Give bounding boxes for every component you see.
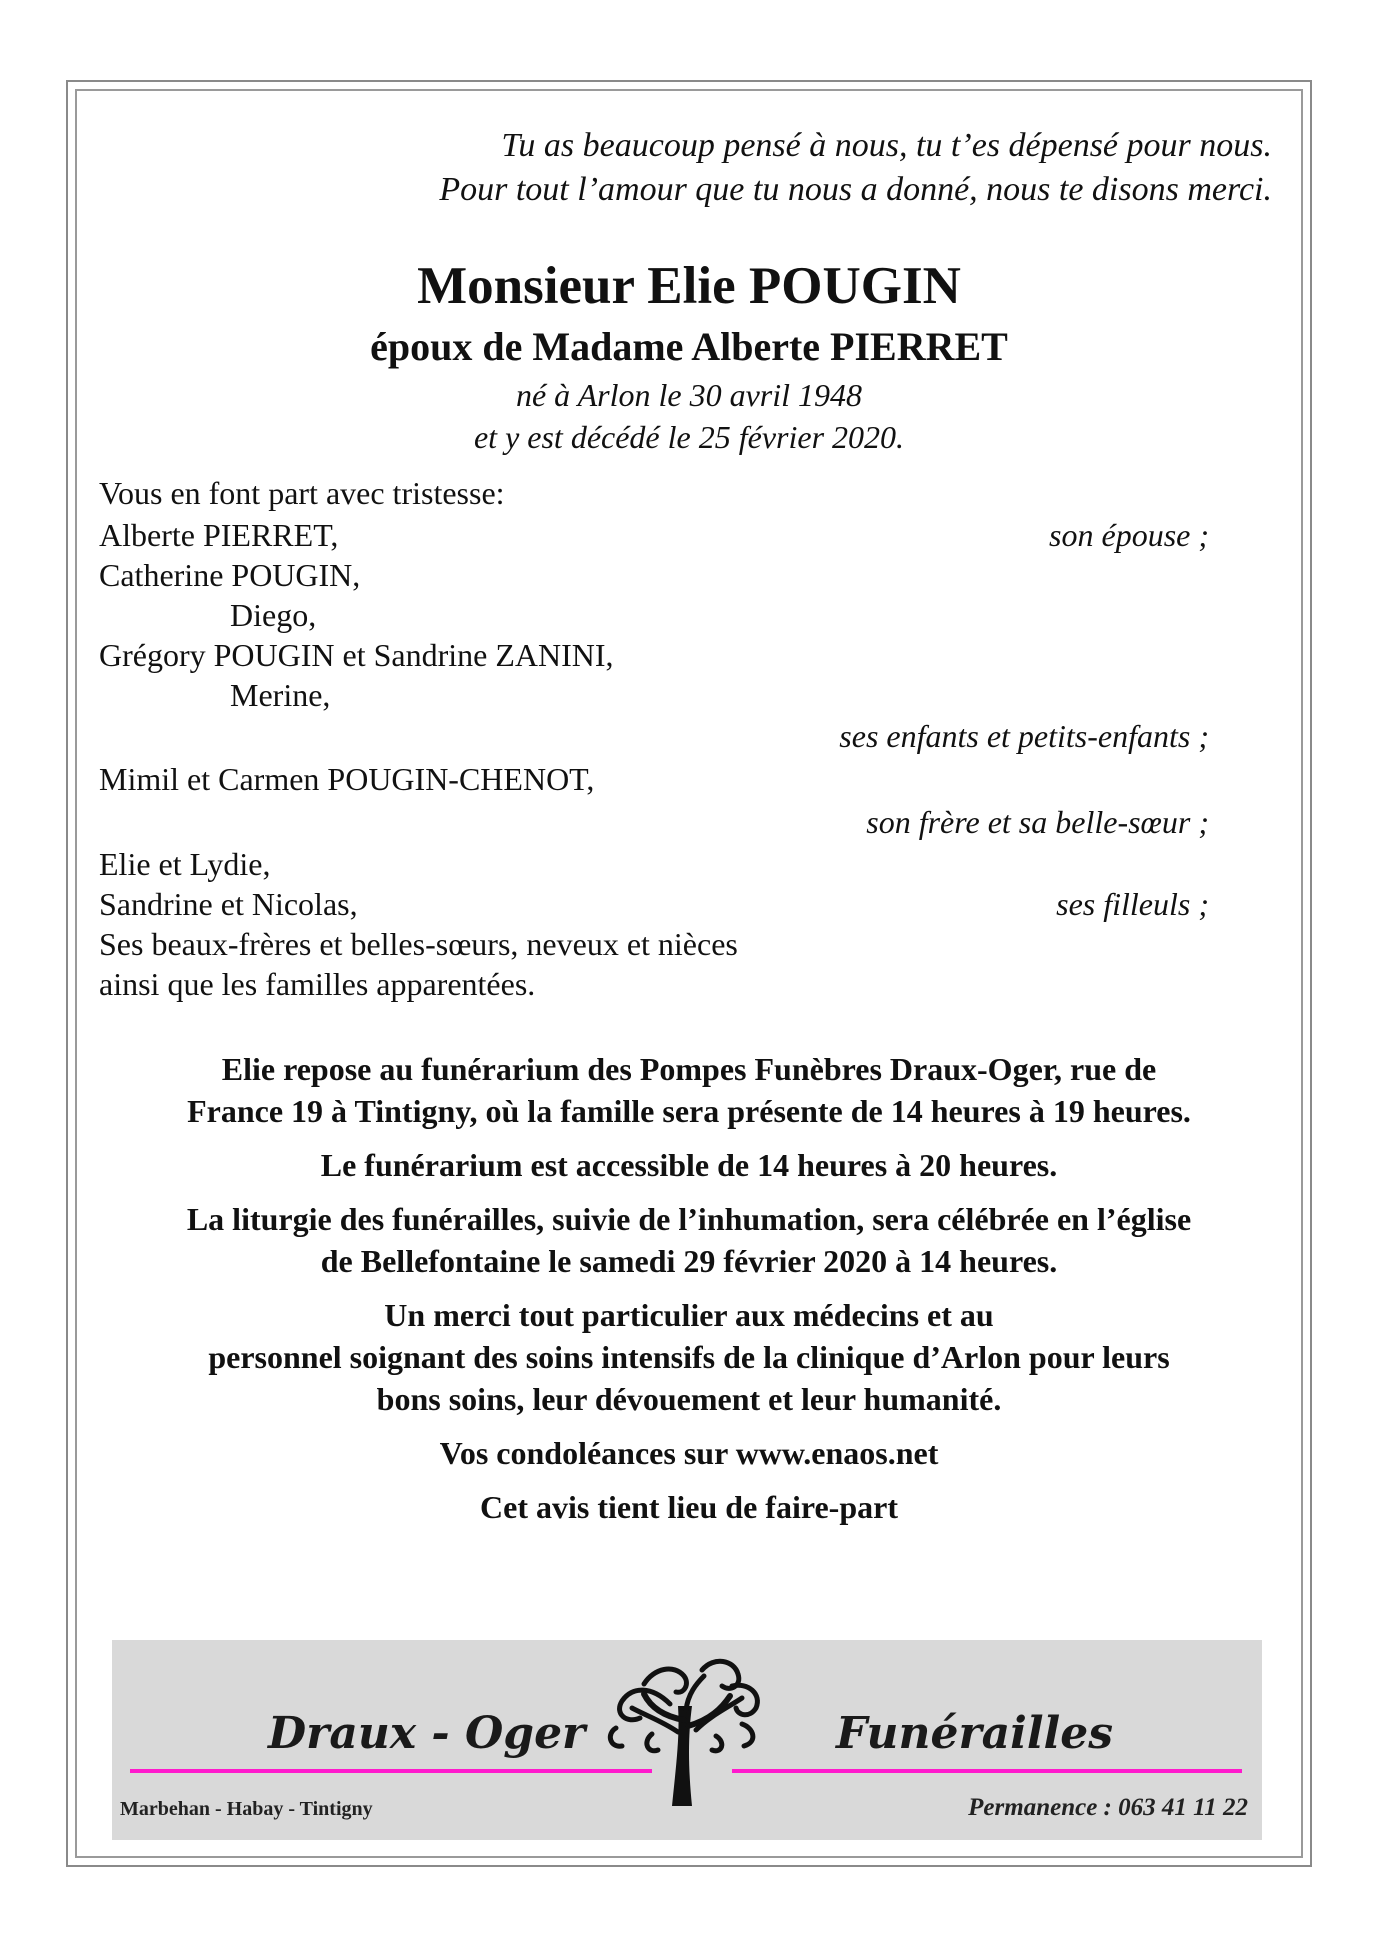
deceased-name: Monsieur Elie POUGIN: [417, 257, 961, 315]
notice-line: de Bellefontaine le samedi 29 février 2020 à 14 heures.: [320, 1243, 1058, 1279]
family-row: [99, 924, 1209, 964]
family-member-name: Ses beaux-frères et belles-sœurs, neveux et nièces: [99, 926, 738, 962]
family-row: [99, 555, 1209, 595]
poem-line-2: Pour tout l’amour que tu nous a donné, nous te disons merci.: [439, 171, 1272, 208]
notice-line: personnel soignant des soins intensifs de la clinique d’Arlon pour leurs: [208, 1339, 1170, 1375]
family-row: [99, 715, 1209, 758]
family-member-name: Diego,: [230, 597, 317, 633]
family-row: [99, 758, 1209, 801]
notice-line: Vos condoléances sur www.enaos.net: [439, 1435, 939, 1471]
family-member-name: Mimil et Carmen POUGIN-CHENOT,: [99, 761, 595, 797]
family-row: [99, 801, 1209, 844]
family-member-name: Sandrine et Nicolas,: [99, 886, 358, 922]
family-member-name: ainsi que les familles apparentées.: [99, 966, 536, 1002]
family-row: [99, 964, 1209, 1004]
family-row: [99, 844, 1209, 884]
family-intro-text: Vous en font part avec tristesse:: [99, 475, 505, 511]
family-member-name: Merine,: [230, 677, 331, 713]
liturgy-notice: [80, 1198, 1298, 1282]
family-row: [99, 635, 1209, 675]
thanks-notice: [80, 1294, 1298, 1420]
family-row: [99, 595, 1209, 635]
branch-towns: Marbehan - Habay - Tintigny: [120, 1798, 373, 1820]
funerarium-notice: [80, 1048, 1298, 1132]
poem-line-1: Tu as beaucoup pensé à nous, tu t’es dépensé pour nous.: [501, 127, 1272, 164]
family-row: [99, 884, 1209, 924]
opening-poem: [439, 124, 1272, 212]
condolences-notice: [80, 1432, 1298, 1474]
accent-line-right: [732, 1769, 1242, 1773]
brand-service: Funérailles: [836, 1708, 1114, 1759]
family-member-name: Alberte PIERRET,: [99, 517, 339, 553]
spouse-line: époux de Madame Alberte PIERRET: [370, 324, 1008, 369]
closing-notice: [80, 1486, 1298, 1528]
funeral-notices: [80, 1048, 1298, 1540]
family-row: [99, 675, 1209, 715]
family-member-name: Grégory POUGIN et Sandrine ZANINI,: [99, 637, 614, 673]
family-relation: ses enfants et petits-enfants ;: [839, 718, 1209, 754]
notice-line: La liturgie des funérailles, suivie de l’inhumation, sera célébrée en l’église: [186, 1201, 1192, 1237]
notice-line: Un merci tout particulier aux médecins et au: [384, 1297, 994, 1333]
family-relation: son épouse ;: [1049, 517, 1209, 553]
family-member-name: Catherine POUGIN,: [99, 557, 361, 593]
notice-line: bons soins, leur dévouement et leur humanité.: [376, 1381, 1002, 1417]
birth-line: né à Arlon le 30 avril 1948: [515, 377, 863, 413]
family-relation: son frère et sa belle-sœur ;: [866, 804, 1209, 840]
accent-line-left: [130, 1769, 652, 1773]
notice-line: Elie repose au funérarium des Pompes Funèbres Draux-Oger, rue de: [221, 1051, 1157, 1087]
brand-name: Draux - Oger: [268, 1708, 586, 1759]
notice-line: Le funérarium est accessible de 14 heures à 20 heures.: [320, 1147, 1058, 1183]
death-line: et y est décédé le 25 février 2020.: [473, 419, 905, 455]
family-relation: ses filleuls ;: [1056, 886, 1209, 922]
tree-icon: [592, 1646, 782, 1816]
family-row: [99, 515, 1209, 555]
phone-number: Permanence : 063 41 11 22: [968, 1794, 1248, 1821]
access-notice: [80, 1144, 1298, 1186]
dates-block: [0, 374, 1378, 458]
family-list: [99, 472, 1209, 1004]
family-intro: [99, 472, 1209, 515]
notice-line: Cet avis tient lieu de faire-part: [480, 1489, 898, 1525]
notice-line: France 19 à Tintigny, où la famille sera présente de 14 heures à 19 heures.: [187, 1093, 1191, 1129]
funeral-home-banner: [112, 1640, 1262, 1840]
family-member-name: Elie et Lydie,: [99, 846, 271, 882]
